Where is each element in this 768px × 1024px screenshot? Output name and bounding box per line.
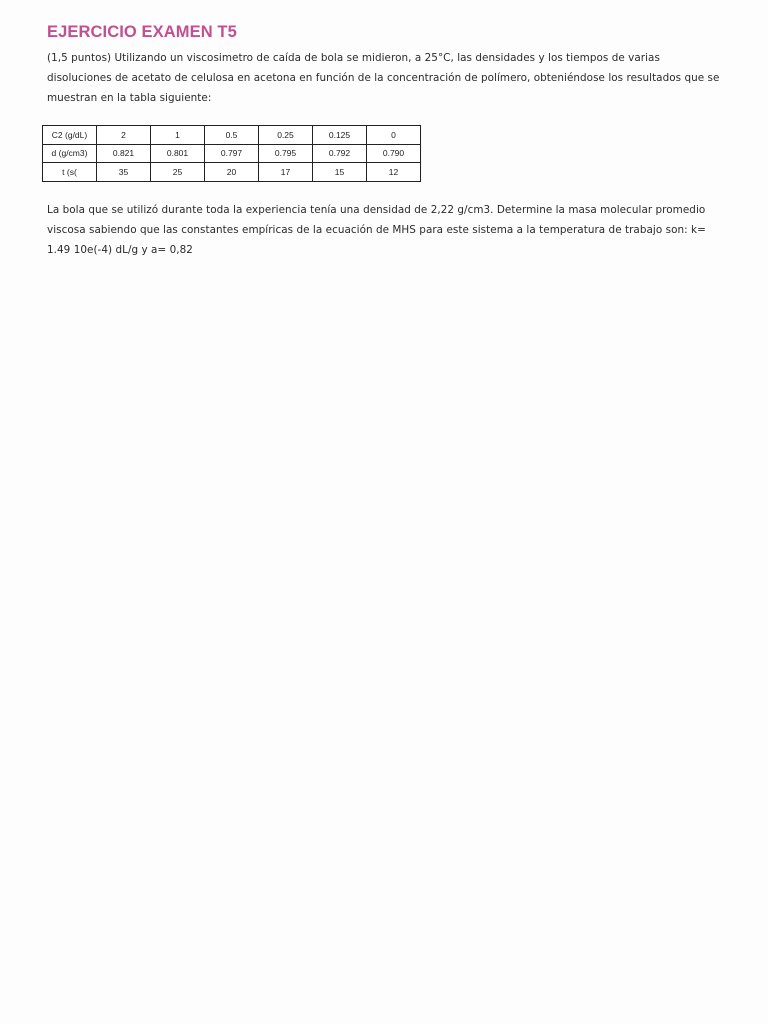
table-row: [43, 163, 421, 182]
document-page: [47, 22, 727, 260]
table-cell: 0.797: [205, 144, 259, 163]
table-cell: 0.5: [205, 126, 259, 145]
table-cell: 25: [151, 163, 205, 182]
table-cell: 0.792: [313, 144, 367, 163]
question-paragraph: La bola que se utilizó durante toda la experiencia tenía una densidad de 2,22 g/cm3. Determine la masa molecular promedio viscosa sabiendo que las constantes empíricas de la ecuación de MHS para este sistema a la temperatura de trabajo son: k= 1.49 10e(-4) dL/g y a= 0,82: [47, 203, 706, 256]
table-cell: 1: [151, 126, 205, 145]
table-cell: 17: [259, 163, 313, 182]
table-cell: 0.821: [97, 144, 151, 163]
table-cell: 0.125: [313, 126, 367, 145]
table-row: [43, 126, 421, 145]
table-cell: 12: [367, 163, 421, 182]
table-cell: 20: [205, 163, 259, 182]
table-cell: 15: [313, 163, 367, 182]
data-table: [42, 125, 421, 182]
table-cell: 2: [97, 126, 151, 145]
table-cell: 0.790: [367, 144, 421, 163]
intro-paragraph: (1,5 puntos) Utilizando un viscosimetro de caída de bola se midieron, a 25°C, las densidades y los tiempos de varias disoluciones de acetato de celulosa en acetona en función de la concentración de polímero, obteniéndose los resultados que se muestran en la tabla siguiente:: [47, 52, 720, 104]
table-cell: 0.25: [259, 126, 313, 145]
table-cell: 0.795: [259, 144, 313, 163]
row-header: t (s(: [43, 163, 97, 182]
row-header: d (g/cm3): [43, 144, 97, 163]
exercise-title: EJERCICIO EXAMEN T5: [47, 23, 237, 41]
table-row: [43, 144, 421, 163]
row-header: C2 (g/dL): [43, 126, 97, 145]
table-cell: 0: [367, 126, 421, 145]
table-image: [42, 125, 422, 182]
table-cell: 35: [97, 163, 151, 182]
table-cell: 0.801: [151, 144, 205, 163]
